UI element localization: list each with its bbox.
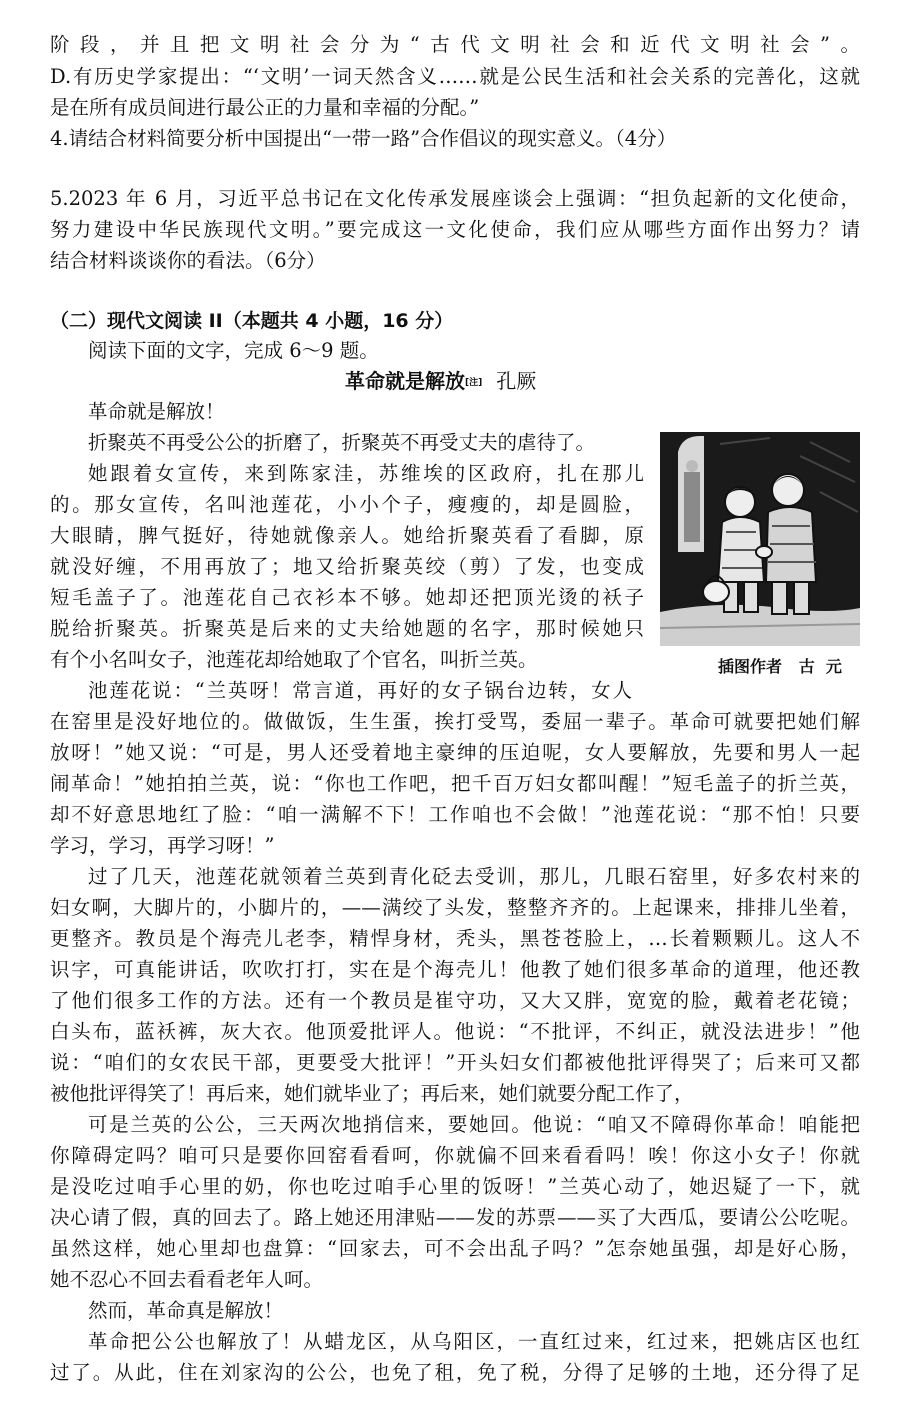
paragraph-line: 就没好缠，不用再放了；地又给折聚英绞（剪）了发，也变成 (50, 555, 644, 578)
paragraph-line: 了他们很多工作的方法。还有一个教员是崔守功，又大又胖，宽宽的脸，戴着老花镜； (50, 989, 860, 1012)
paragraph-line: 白头布，蓝袄裤，灰大衣。他顶爱批评人。他说：“不批评，不纠正，就没法进步！”他 (50, 1020, 860, 1043)
paragraph-line: 学习，学习，再学习呀！” (50, 834, 275, 857)
article-title: 革命就是解放 (345, 369, 465, 393)
question-5-line: 5.2023 年 6 月，习近平总书记在文化传承发展座谈会上强调：“担负起新的文化使命， (50, 187, 860, 210)
text-line: D.有历史学家提出：“‘文明’一词天然含义……就是公民生活和社会关系的完善化，这就 (50, 65, 860, 88)
paragraph-line: 大眼睛，脾气挺好，待她就像亲人。她给折聚英看了看脚，原 (50, 524, 644, 547)
paragraph-line: 在窑里是没好地位的。做做饭，生生蛋，挨打受骂，委屈一辈子。革命可就要把她们解 (50, 710, 860, 733)
illustration-caption: 插图作者 古 元 (718, 657, 842, 676)
section-instruction: 阅读下面的文字，完成 6～9 题。 (88, 339, 379, 362)
question-5-line: 努力建设中华民族现代文明。”要完成这一文化使命，我们应从哪些方面作出努力？请 (50, 218, 860, 241)
text-line: 阶段，并且把文明社会分为“古代文明社会和近代文明社会”。 (50, 33, 860, 56)
section-heading: （二）现代文阅读 II（本题共 4 小题，16 分） (50, 310, 454, 332)
paragraph-line: 然而，革命真是解放！ (88, 1299, 284, 1322)
paragraph-line: 过了。从此，住在刘家沟的公公，也免了租，免了税，分得了足够的土地，还分得了足 (50, 1361, 860, 1384)
paragraph-line: 被他批评得笑了！再后来，她们就毕业了；再后来，她们就要分配工作了， (50, 1082, 694, 1105)
paragraph-line: 是没吃过咱手心里的奶，你也吃过咱手心里的饭呀！”兰英心动了，她迟疑了一下，就 (50, 1175, 860, 1198)
paragraph-line: 她跟着女宣传，来到陈家洼，苏维埃的区政府，扎在那儿 (88, 462, 644, 485)
paragraph-line: 可是兰英的公公，三天两次地捎信来，要她回。他说：“咱又不障碍你革命！咱能把 (88, 1113, 860, 1136)
article-author: 孔厥 (496, 369, 537, 393)
paragraph-line: 革命把公公也解放了！从蜡龙区，从乌阳区，一直红过来，红过来，把姚店区也红 (88, 1330, 860, 1353)
article-title-block (345, 366, 536, 396)
paragraph-line: 放呀！”她又说：“可是，男人还受着地主豪绅的压迫呢，女人要解放，先要和男人一起 (50, 741, 860, 764)
paragraph-line: 革命就是解放！ (88, 400, 225, 423)
paragraph-line: 却不好意思地红了脸：“咱一满解不下！工作咱也不会做！”池莲花说：“那不怕！只要 (50, 803, 860, 826)
paragraph-line: 的。那女宣传，名叫池莲花，小小个子，瘦瘦的，却是圆脸， (50, 493, 644, 516)
paragraph-line: 有个小名叫女子，池莲花却给她取了个官名，叫折兰英。 (50, 648, 538, 671)
question-4: 4.请结合材料简要分析中国提出“一带一路”合作倡议的现实意义。（4分） (50, 127, 677, 150)
paragraph-line: 脱给折聚英。折聚英是后来的丈夫给她题的名字，那时候她只 (50, 617, 644, 640)
paragraph-line: 池莲花说：“兰英呀！常言道，再好的女子锅台边转，女人 (88, 679, 632, 702)
text-line: 是在所有成员间进行最公正的力量和幸福的分配。” (50, 96, 480, 119)
paragraph-line: 妇女啊，大脚片的，小脚片的，——满绞了头发，整整齐齐的。上起课来，排排儿坐着， (50, 896, 860, 919)
paragraph-line: 更整齐。教员是个海壳儿老李，精悍身材，秃头，黑苍苍脸上，…长着颗颗儿。这人不 (50, 927, 860, 950)
paragraph-line: 说：“咱们的女农民干部，更要受大批评！”开头妇女们都被他批评得哭了；后来可又都 (50, 1051, 860, 1074)
paragraph-line: 虽然这样，她心里却也盘算：“回家去，可不会出乱子吗？”怎奈她虽强，却是好心肠， (50, 1237, 860, 1260)
woodcut-illustration (660, 432, 860, 646)
paragraph-line: 识字，可真能讲话，吹吹打打，实在是个海壳儿！他教了她们很多革命的道理，他还教 (50, 958, 860, 981)
paragraph-line: 短毛盖子了。池莲花自己衣衫本不够。她却还把顶光烫的袄子 (50, 586, 644, 609)
paragraph-line: 她不忍心不回去看看老年人呵。 (50, 1268, 324, 1291)
paragraph-line: 过了几天，池莲花就领着兰英到青化砭去受训，那儿，几眼石窑里，好多农村来的 (88, 865, 860, 888)
question-5-line: 结合材料谈谈你的看法。（6分） (50, 249, 326, 272)
paragraph-line: 你障碍定吗？咱可只是要你回窑看看呵，你就偏不回来看看吗！唉！你这小女子！你就 (50, 1144, 860, 1167)
title-note-marker: [注] (465, 378, 483, 388)
paragraph-line: 折聚英不再受公公的折磨了，折聚英不再受丈夫的虐待了。 (88, 431, 596, 454)
paragraph-line: 决心请了假，真的回去了。路上她还用津贴——发的苏票——买了大西瓜，要请公公吃呢。 (50, 1206, 860, 1229)
paragraph-line: 闹革命！”她拍拍兰英，说：“你也工作吧，把千百万妇女都叫醒！”短毛盖子的折兰英， (50, 772, 860, 795)
